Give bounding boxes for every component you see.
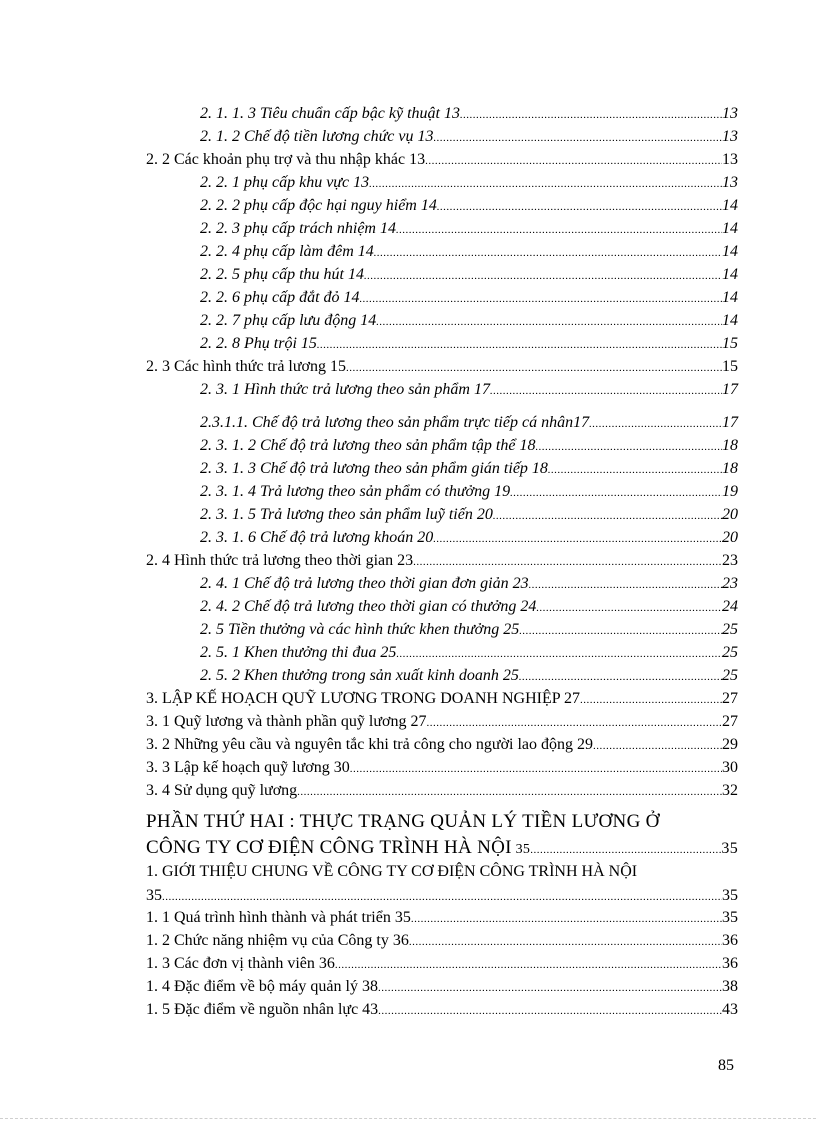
leader-dots	[437, 197, 722, 217]
toc-page-number: 13	[722, 128, 738, 145]
toc-entry-title: 2. 3. 1. 4 Trả lương theo sản phẩm có thưởng 19	[200, 483, 511, 500]
section-one-title: 1. GIỚI THIỆU CHUNG VỀ CÔNG TY CƠ ĐIỆN CÔNG TRÌNH HÀ NỘI	[146, 863, 638, 880]
leader-dots	[346, 358, 722, 378]
leader-dots	[493, 506, 722, 526]
leader-dots	[593, 736, 722, 756]
part-two-heading	[146, 810, 738, 862]
toc-page-number: 13	[722, 151, 738, 168]
toc-page-number: 18	[722, 460, 738, 477]
leader-dots	[297, 782, 722, 802]
leader-dots	[490, 381, 722, 401]
toc-page-number: 35	[721, 840, 738, 857]
toc-entry-title: 2. 2. 4 phụ cấp làm đêm 14	[200, 243, 374, 260]
leader-dots	[519, 667, 722, 687]
toc-page-number: 27	[722, 713, 738, 730]
leader-dots	[411, 909, 722, 929]
toc-entry	[200, 196, 738, 217]
toc-entry	[200, 643, 738, 664]
toc-entry-title: 2. 5. 2 Khen thưởng trong sản xuất kinh doanh 25	[200, 667, 519, 684]
toc-page-number: 25	[722, 621, 738, 638]
toc-entry	[200, 127, 738, 148]
toc-entry-title: 1. 2 Chức năng nhiệm vụ của Công ty 36	[146, 932, 409, 949]
toc-page-number: 13	[722, 105, 738, 122]
toc-page-number: 15	[722, 335, 738, 352]
toc-entry	[200, 574, 738, 595]
leader-dots	[376, 312, 722, 332]
toc-entry-title: 1. 5 Đặc điểm về nguồn nhân lực 43	[146, 1001, 379, 1018]
toc-entry-title: 2. 3. 1. 6 Chế độ trả lương khoán 20	[200, 529, 434, 546]
leader-dots	[396, 644, 722, 664]
toc-entry	[200, 334, 738, 355]
part-two-title-line-2: CÔNG TY CƠ ĐIỆN CÔNG TRÌNH HÀ NỘI	[146, 837, 512, 858]
toc-page-number: 17	[722, 381, 738, 398]
leader-dots	[529, 575, 722, 595]
toc-entry-title: 1. 1 Quá trình hình thành và phát triển 35	[146, 909, 411, 926]
toc-entry-title: 2. 3. 1. 3 Chế độ trả lương theo sản phẩm gián tiếp 18	[200, 460, 548, 477]
toc-entry	[200, 311, 738, 332]
toc-entry-title: 2. 2. 6 phụ cấp đắt đỏ 14	[200, 289, 360, 306]
toc-entry-title: 2. 3 Các hình thức trả lương 15	[146, 358, 346, 375]
toc-entry-title: 2. 1. 2 Chế độ tiền lương chức vụ 13	[200, 128, 434, 145]
toc-page-number: 35	[722, 909, 738, 926]
leader-dots	[433, 529, 722, 549]
toc-page-number: 14	[722, 289, 738, 306]
toc-entry-title: 2. 3. 1. 2 Chế độ trả lương theo sản phẩm tập thể 18	[200, 437, 536, 454]
toc-entry	[200, 459, 738, 480]
leader-dots	[580, 690, 722, 710]
leader-dots	[360, 289, 722, 309]
toc-entry	[200, 436, 738, 457]
toc-page-number: 35	[722, 887, 738, 904]
toc-page-number: 20	[722, 506, 738, 523]
toc-page-number: 29	[722, 736, 738, 753]
toc-page-number: 15	[722, 358, 738, 375]
leader-dots	[535, 437, 722, 457]
toc-entry-title: 2. 4. 2 Chế độ trả lương theo thời gian có thưởng 24	[200, 598, 537, 615]
toc-entry-title: 2.3.1.1. Chế độ trả lương theo sản phẩm trực tiếp cá nhân17	[200, 414, 590, 431]
part-two-title-line-1: PHẦN THỨ HAI : THỰC TRẠNG QUẢN LÝ TIỀN LƯƠNG Ở	[146, 811, 660, 832]
toc-entry	[200, 242, 738, 263]
toc-page-number: 32	[722, 782, 738, 799]
toc-entry	[146, 1000, 738, 1021]
leader-dots	[413, 552, 722, 572]
toc-entry	[146, 908, 738, 929]
toc-entry	[200, 173, 738, 194]
toc-entry	[200, 597, 738, 618]
toc-entry-title: 2. 2. 7 phụ cấp lưu động 14	[200, 312, 377, 329]
leader-dots	[350, 759, 722, 779]
toc-entry-title: 1. 3 Các đơn vị thành viên 36	[146, 955, 335, 972]
toc-entry-title: 2. 5 Tiền thưởng và các hình thức khen thưởng 25	[200, 621, 520, 638]
toc-entry	[200, 380, 738, 401]
toc-page-number: 36	[722, 955, 738, 972]
section-one-title-number: 35	[146, 887, 162, 904]
toc-page-number: 14	[722, 243, 738, 260]
toc-entry-title: 3. LẬP KẾ HOẠCH QUỸ LƯƠNG TRONG DOANH NGHIỆP 27	[146, 690, 581, 707]
toc-entry	[146, 551, 738, 572]
section-one-heading	[146, 862, 738, 907]
leader-dots	[434, 128, 722, 148]
toc-entry	[146, 977, 738, 998]
toc-entry	[146, 150, 738, 171]
part-two-line-1	[146, 810, 738, 834]
toc-entry-title: 2. 1. 1. 3 Tiêu chuẩn cấp bậc kỹ thuật 13	[200, 105, 460, 122]
toc-entry	[146, 931, 738, 952]
toc-entry-title: 3. 4 Sử dụng quỹ lương	[146, 782, 298, 799]
leader-dots	[519, 621, 722, 641]
leader-dots	[378, 978, 722, 998]
section-one-line-1	[146, 862, 738, 882]
toc-entry-title: 2. 4 Hình thức trả lương theo thời gian 23	[146, 552, 414, 569]
toc-entry	[200, 104, 738, 125]
leader-dots	[536, 598, 722, 618]
section-one-line-2	[146, 886, 738, 907]
toc-entry-title: 2. 2. 2 phụ cấp độc hại nguy hiểm 14	[200, 197, 437, 214]
leader-dots	[530, 838, 721, 862]
toc-entry-title: 1. 4 Đặc điểm về bộ máy quản lý 38	[146, 978, 378, 995]
toc-entry	[200, 219, 738, 240]
toc-entry	[200, 482, 738, 503]
toc-entry	[146, 712, 738, 733]
toc-entry	[200, 413, 738, 434]
toc-page-number: 36	[722, 932, 738, 949]
toc-page-number: 18	[722, 437, 738, 454]
toc-page-number: 19	[722, 483, 738, 500]
toc-entry-title: 3. 3 Lập kế hoạch quỹ lương 30	[146, 759, 350, 776]
leader-dots	[510, 483, 722, 503]
toc-entry	[200, 505, 738, 526]
toc-entry	[200, 666, 738, 687]
leader-dots	[589, 414, 722, 434]
toc-entry	[200, 528, 738, 549]
toc-page-number: 17	[722, 414, 738, 431]
leader-dots	[548, 460, 722, 480]
toc-entry-title: 2. 2. 3 phụ cấp trách nhiệm 14	[200, 220, 396, 237]
leader-dots	[460, 105, 722, 125]
toc-entry	[200, 288, 738, 309]
toc-page-number: 13	[722, 174, 738, 191]
toc-entry	[146, 954, 738, 975]
leader-dots	[425, 151, 722, 171]
toc-entry-title: 2. 2. 1 phụ cấp khu vực 13	[200, 174, 370, 191]
leader-dots	[374, 243, 722, 263]
toc-entry	[200, 265, 738, 286]
toc-page-number: 38	[722, 978, 738, 995]
leader-dots	[409, 932, 722, 952]
toc-entry	[146, 781, 738, 802]
toc-entry-title: 2. 2. 8 Phụ trội 15	[200, 335, 317, 352]
toc-entry	[146, 735, 738, 756]
part-two-title-number: 35	[515, 842, 531, 857]
toc-entry	[200, 620, 738, 641]
leader-dots	[426, 713, 722, 733]
toc-page-number: 25	[722, 667, 738, 684]
toc-page-number: 30	[722, 759, 738, 776]
bottom-divider	[0, 1118, 816, 1119]
toc-page-number: 14	[722, 220, 738, 237]
toc-entry-title: 2. 2. 5 phụ cấp thu hút 14	[200, 266, 364, 283]
toc-entry-title: 2. 2 Các khoản phụ trợ và thu nhập khác 13	[146, 151, 426, 168]
toc-entry-title: 2. 3. 1. 5 Trả lương theo sản phẩm luỹ tiến 20	[200, 506, 493, 523]
toc-page-number: 25	[722, 644, 738, 661]
toc-page-number: 23	[722, 575, 738, 592]
leader-dots	[317, 335, 722, 355]
leader-dots	[369, 174, 722, 194]
toc-page-number: 43	[722, 1001, 738, 1018]
toc-entry	[146, 689, 738, 710]
toc-page-number: 27	[722, 690, 738, 707]
toc-page-number: 14	[722, 197, 738, 214]
toc-entry-title: 3. 2 Những yêu cầu và nguyên tắc khi trả công cho người lao động 29	[146, 736, 594, 753]
part-two-line-2	[146, 836, 738, 862]
toc-page-number: 14	[722, 312, 738, 329]
leader-dots	[364, 266, 722, 286]
leader-dots	[335, 955, 722, 975]
leader-dots	[162, 887, 722, 907]
toc-page-number: 23	[722, 552, 738, 569]
page-number: 85	[718, 1057, 734, 1074]
leader-dots	[378, 1001, 722, 1021]
toc-entry-title: 2. 4. 1 Chế độ trả lương theo thời gian đơn giản 23	[200, 575, 529, 592]
toc-entry	[146, 758, 738, 779]
leader-dots	[396, 220, 722, 240]
toc-entry-title: 2. 3. 1 Hình thức trả lương theo sản phẩm 17	[200, 381, 490, 398]
toc-entry-title: 3. 1 Quỹ lương và thành phần quỹ lương 27	[146, 713, 427, 730]
toc-entry-title: 2. 5. 1 Khen thưởng thi đua 25	[200, 644, 397, 661]
toc-page-number: 24	[722, 598, 738, 615]
toc-page-number: 14	[722, 266, 738, 283]
toc-page-number: 20	[722, 529, 738, 546]
toc-entry	[146, 357, 738, 378]
